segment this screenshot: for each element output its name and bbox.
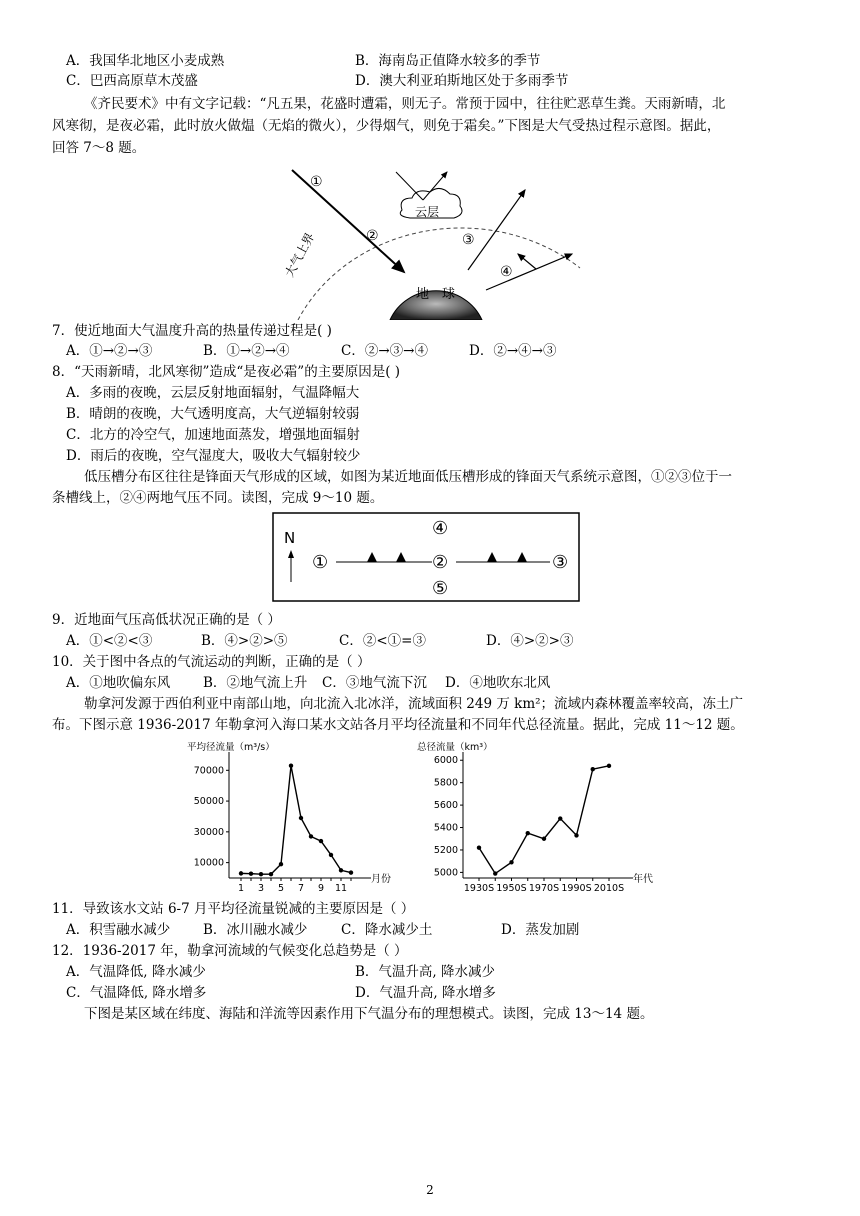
monthly-x-tick-label: 11 bbox=[334, 883, 348, 894]
decadal-series-line bbox=[479, 766, 609, 874]
monthly-x-tick-label: 7 bbox=[297, 883, 305, 894]
monthly-data-point bbox=[269, 872, 273, 876]
monthly-data-point bbox=[239, 871, 243, 875]
q11-stem: 11．导致该水文站 6-7 月平均径流量锐减的主要原因是（ ） bbox=[52, 901, 415, 917]
monthly-y-tick-label: 10000 bbox=[193, 857, 224, 869]
decadal-data-point bbox=[542, 837, 546, 841]
point-1: ① bbox=[312, 552, 329, 573]
q10-stem: 10．关于图中各点的气流运动的判断，正确的是（ ） bbox=[52, 654, 371, 670]
q10-option-a: A．①地吹偏东风 bbox=[66, 675, 171, 691]
earth-label-2: 球 bbox=[442, 287, 456, 302]
monthly-data-point bbox=[259, 872, 263, 876]
passage-7-8-line-3: 回答 7～8 题。 bbox=[52, 140, 146, 156]
q7-stem: 7．使近地面大气温度升高的热量传递过程是( ) bbox=[52, 323, 332, 339]
arrow-solar bbox=[292, 170, 404, 272]
decadal-data-point bbox=[574, 833, 578, 837]
monthly-runoff-chart bbox=[185, 738, 395, 898]
monthly-x-tick-label: 9 bbox=[317, 883, 325, 894]
q11-option-a: A．积雪融水减少 bbox=[66, 922, 171, 938]
q12-option-a: A．气温降低, 降水减少 bbox=[66, 964, 206, 980]
monthly-y-tick-label: 30000 bbox=[193, 826, 224, 838]
decadal-x-tick-label: 1950S bbox=[496, 883, 527, 894]
monthly-data-point bbox=[329, 853, 333, 857]
decadal-y-tick-label: 6000 bbox=[433, 755, 458, 767]
passage-9-10-line-2: 条槽线上，②④两地气压不同。读图，完成 9～10 题。 bbox=[52, 490, 384, 506]
decadal-y-label: 总径流量（km³） bbox=[417, 742, 493, 753]
q9-stem: 9．近地面气压高低状况正确的是（ ） bbox=[52, 612, 281, 628]
monthly-data-point bbox=[249, 871, 253, 875]
monthly-x-tick-label: 1 bbox=[237, 883, 245, 894]
q11-option-d: D．蒸发加剧 bbox=[501, 922, 580, 938]
decadal-y-tick-label: 5200 bbox=[433, 844, 458, 856]
earth-label-1: 地 bbox=[416, 287, 430, 302]
q12-option-c: C．气温降低, 降水增多 bbox=[66, 985, 207, 1001]
q9-option-c: C．②<①=③ bbox=[339, 633, 426, 649]
monthly-series-line bbox=[241, 766, 351, 874]
decadal-data-point bbox=[558, 816, 562, 820]
passage-11-12-line-2: 布。下图示意 1936-2017 年勒拿河入海口某水文站各月平均径流量和不同年代总径流量。据此，完成 11～12 题。 bbox=[52, 717, 744, 733]
earth-globe bbox=[390, 291, 482, 320]
q7-option-b: B．①→②→④ bbox=[203, 343, 290, 359]
q9-option-b: B．④>②>⑤ bbox=[201, 633, 288, 649]
q6-option-a: A．我国华北地区小麦成熟 bbox=[66, 53, 225, 69]
decadal-data-point bbox=[493, 871, 497, 875]
q10-option-d: D．④地吹东北风 bbox=[445, 675, 551, 691]
monthly-y-label: 平均径流量（m³/s） bbox=[187, 742, 275, 753]
decadal-runoff-chart bbox=[415, 738, 665, 898]
passage-7-8-line-2: 风寒彻，是夜必霜，此时放火做煴（无焰的微火），少得烟气，则免于霜矣。”下图是大气受热过程示意图。据此， bbox=[52, 118, 721, 134]
q7-option-c: C．②→③→④ bbox=[341, 343, 428, 359]
monthly-data-point bbox=[319, 839, 323, 843]
monthly-y-tick-label: 50000 bbox=[193, 796, 224, 808]
passage-11-12-line-1: 勒拿河发源于西伯利亚中南部山地，向北流入北冰洋，流域面积 249 万 km²；流域内森林覆盖率较高，冻土广 bbox=[84, 696, 744, 712]
q11-option-b: B．冰川融水减少 bbox=[203, 922, 308, 938]
q12-option-b: B．气温升高, 降水减少 bbox=[355, 964, 496, 980]
point-4: ④ bbox=[432, 518, 449, 539]
page-number: 2 bbox=[426, 1183, 434, 1197]
monthly-data-point bbox=[289, 763, 293, 767]
arrow-4 bbox=[486, 254, 572, 290]
marker-1: ① bbox=[310, 174, 323, 190]
q7-option-d: D．②→④→③ bbox=[469, 343, 557, 359]
q12-option-d: D．气温升高, 降水增多 bbox=[355, 985, 496, 1001]
marker-3: ③ bbox=[462, 232, 475, 248]
passage-7-8-line-1: 《齐民要术》中有文字记载：“凡五果，花盛时遭霜，则无子。常预于园中，往往贮恶草生粪。天雨新晴，北 bbox=[84, 96, 726, 112]
q6-option-c: C．巴西高原草木茂盛 bbox=[66, 73, 198, 89]
decadal-y-tick-label: 5600 bbox=[433, 800, 458, 812]
arrow-3 bbox=[468, 190, 525, 270]
decadal-x-tick-label: 1930S bbox=[463, 883, 495, 894]
decadal-data-point bbox=[509, 860, 513, 864]
decadal-data-point bbox=[477, 846, 481, 850]
front-system-diagram bbox=[272, 512, 582, 604]
decadal-y-tick-label: 5400 bbox=[433, 822, 458, 834]
monthly-x-tick-label: 5 bbox=[277, 883, 285, 894]
monthly-y-tick-label: 70000 bbox=[193, 765, 224, 777]
q6-option-d: D．澳大利亚珀斯地区处于多雨季节 bbox=[355, 73, 569, 89]
decadal-y-tick-label: 5800 bbox=[433, 777, 458, 789]
monthly-x-tick-label: 3 bbox=[257, 883, 265, 894]
monthly-data-point bbox=[349, 870, 353, 874]
q7-option-a: A．①→②→③ bbox=[66, 343, 153, 359]
decadal-data-point bbox=[607, 764, 611, 768]
passage-9-10-line-1: 低压槽分布区往往是锋面天气形成的区域，如图为某近地面低压槽形成的锋面天气系统示意图，①②③位于一 bbox=[84, 469, 732, 485]
q11-option-c: C．降水减少土 bbox=[341, 922, 433, 938]
monthly-data-point bbox=[299, 816, 303, 820]
q6-option-b: B．海南岛正值降水较多的季节 bbox=[355, 53, 541, 69]
q8-option-a: A．多雨的夜晚，云层反射地面辐射，气温降幅大 bbox=[66, 385, 360, 401]
q9-option-d: D．④>②>③ bbox=[486, 633, 574, 649]
atmosphere-label: 大气上界 bbox=[282, 230, 318, 280]
monthly-data-point bbox=[279, 862, 283, 866]
q12-stem: 12．1936-2017 年，勒拿河流域的气候变化总趋势是（ ） bbox=[52, 943, 408, 959]
marker-2: ② bbox=[366, 228, 379, 244]
decadal-y-tick-label: 5000 bbox=[433, 867, 458, 879]
q9-option-a: A．①<②<③ bbox=[66, 633, 153, 649]
point-5: ⑤ bbox=[432, 578, 449, 599]
monthly-data-point bbox=[309, 834, 313, 838]
decadal-x-label: 年代 bbox=[633, 874, 653, 885]
decadal-data-point bbox=[526, 831, 530, 835]
point-3: ③ bbox=[552, 552, 569, 573]
monthly-x-label: 月份 bbox=[371, 874, 391, 885]
north-label: N bbox=[284, 529, 296, 547]
point-2: ② bbox=[432, 552, 449, 573]
atmosphere-heating-diagram bbox=[270, 160, 600, 320]
decadal-x-tick-label: 1970S bbox=[528, 883, 560, 894]
q10-option-c: C．③地气流下沉 bbox=[322, 675, 427, 691]
marker-4: ④ bbox=[500, 264, 513, 280]
q8-option-c: C．北方的冷空气，加速地面蒸发，增强地面辐射 bbox=[66, 427, 360, 443]
cloud-label: 云层 bbox=[415, 205, 440, 219]
q10-option-b: B．②地气流上升 bbox=[203, 675, 308, 691]
passage-13-14: 下图是某区域在纬度、海陆和洋流等因素作用下气温分布的理想模式。读图，完成 13～14 题。 bbox=[84, 1006, 654, 1022]
q8-option-d: D．雨后的夜晚，空气湿度大，吸收大气辐射较少 bbox=[66, 448, 361, 464]
decadal-x-tick-label: 1990S bbox=[561, 883, 592, 894]
decadal-x-tick-label: 2010S bbox=[593, 883, 625, 894]
decadal-data-point bbox=[591, 767, 595, 771]
monthly-data-point bbox=[339, 868, 343, 872]
q8-stem: 8．“天雨新晴，北风寒彻”造成“是夜必霜”的主要原因是( ) bbox=[52, 364, 401, 380]
q8-option-b: B．晴朗的夜晚，大气透明度高，大气逆辐射较弱 bbox=[66, 406, 360, 422]
